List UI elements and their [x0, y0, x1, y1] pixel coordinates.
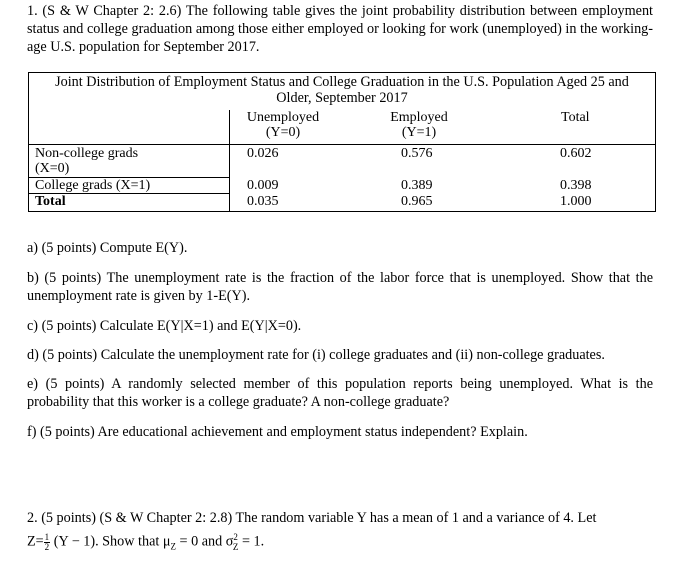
- row-label-college: College grads (X=1): [35, 178, 151, 193]
- header-employed: [369, 110, 469, 140]
- q2-z-eq: Z=: [27, 533, 44, 550]
- table-column-divider: [229, 110, 230, 211]
- row-label-non-college-line-2: (X=0): [35, 161, 70, 176]
- header-unemployed: [233, 110, 333, 140]
- question-2-line-1: 2. (5 points) (S & W Chapter 2: 2.8) The random variable Y has a mean of 1 and a variance of 4. Let: [27, 510, 597, 526]
- cell-college-total: 0.398: [560, 178, 592, 193]
- q2-mid: = 0 and σ: [175, 533, 234, 550]
- table-caption-line-2: Older, September 2017: [276, 90, 408, 106]
- question-e: e) (5 points) A randomly selected member of this population reports being unemployed. What is the probability that this worker is a college graduate? A non-college graduate?: [27, 376, 653, 410]
- q2-end: = 1.: [238, 533, 265, 550]
- table-header-rule: [29, 144, 655, 145]
- q2-expr: (Y − 1). Show that μ: [53, 533, 171, 550]
- q2-fraction: [44, 533, 51, 552]
- question-d: d) (5 points) Calculate the unemployment rate for (i) college graduates and (ii) non-college graduates.: [27, 347, 605, 363]
- cell-non-college-employed: 0.576: [401, 146, 433, 161]
- row-label-non-college: [35, 146, 138, 176]
- cell-non-college-total: 0.602: [560, 146, 592, 161]
- q2-frac-den: 2: [44, 541, 50, 552]
- header-unemployed-label: Unemployed: [246, 110, 320, 125]
- row-label-total: Total: [35, 194, 66, 209]
- table-caption: [29, 74, 655, 106]
- joint-distribution-table: [28, 72, 656, 212]
- question-1-intro: 1. (S & W Chapter 2: 2.6) The following table gives the joint probability distribution between employment status and college graduation among those either employed or looking for work (unemployed) in the working-age U.S. population for September 2017.: [27, 3, 653, 55]
- question-a: a) (5 points) Compute E(Y).: [27, 240, 188, 256]
- cell-college-employed: 0.389: [401, 178, 433, 193]
- cell-total-total: 1.000: [560, 194, 592, 209]
- q2-sub-z2: Z: [232, 541, 239, 552]
- q2-sub-z1: Z: [170, 541, 176, 552]
- question-c: c) (5 points) Calculate E(Y|X=1) and E(Y|X=0).: [27, 318, 302, 334]
- cell-total-employed: 0.965: [401, 194, 433, 209]
- question-b: b) (5 points) The unemployment rate is the fraction of the labor force that is unemployed. Show that the unemployment rate is given by 1-E(Y).: [27, 270, 653, 304]
- question-2-line-2: [27, 528, 653, 556]
- row-label-non-college-line-1: Non-college grads: [35, 146, 139, 161]
- header-total: Total: [561, 110, 590, 125]
- cell-total-unemployed: 0.035: [247, 194, 279, 209]
- header-unemployed-sub: (Y=0): [265, 125, 301, 140]
- header-employed-label: Employed: [390, 110, 448, 125]
- question-f: f) (5 points) Are educational achievement and employment status independent? Explain.: [27, 424, 528, 440]
- cell-college-unemployed: 0.009: [247, 178, 279, 193]
- header-employed-sub: (Y=1): [401, 125, 437, 140]
- table-caption-line-1: Joint Distribution of Employment Status and College Graduation in the U.S. Population Aged 25 and: [55, 74, 629, 90]
- cell-non-college-unemployed: 0.026: [247, 146, 279, 161]
- q2-sup-2: 2: [233, 532, 238, 542]
- q2-frac-num: 1: [44, 531, 50, 542]
